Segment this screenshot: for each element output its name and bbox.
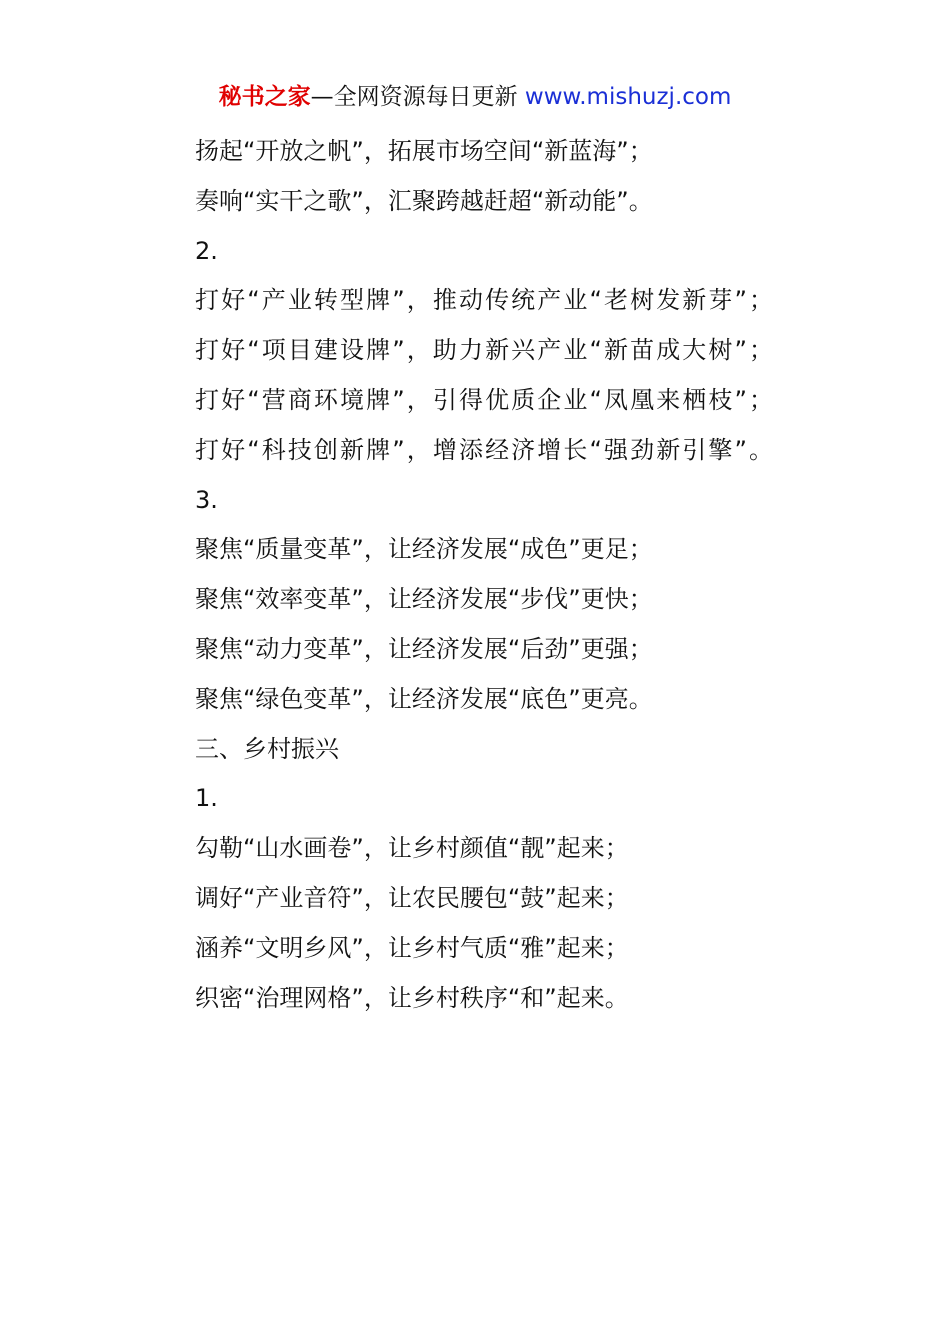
header-tagline: —全网资源每日更新	[310, 84, 518, 110]
text-line: 聚焦“绿色变革”，让经济发展“底色”更亮。	[195, 684, 653, 713]
text-paragraph: 打好“营商环境牌”，引得优质企业“凤凰来栖枝”；	[195, 385, 776, 414]
list-number: 1.	[195, 784, 218, 813]
text-line: 调好“产业音符”，让农民腰包“鼓”起来；	[195, 883, 629, 912]
text-line: 勾勒“山水画卷”，让乡村颜值“靓”起来；	[195, 834, 629, 863]
text-line: 聚焦“效率变革”，让经济发展“步伐”更快；	[195, 585, 653, 614]
text-line: 聚焦“质量变革”，让经济发展“成色”更足；	[195, 535, 653, 564]
site-header	[0, 80, 950, 114]
site-url[interactable]: www.mishuzj.com	[524, 84, 732, 110]
list-number: 2.	[195, 236, 218, 265]
text-paragraph: 打好“产业转型牌”，推动传统产业“老树发新芽”；	[195, 286, 776, 315]
text-line: 涵养“文明乡风”，让乡村气质“雅”起来；	[195, 933, 629, 962]
list-number: 3.	[195, 485, 218, 514]
text-line: 扬起“开放之帆”，拓展市场空间“新蓝海”；	[195, 137, 653, 165]
document-body	[145, 127, 810, 1023]
brand-name: 秘书之家	[218, 84, 311, 110]
text-line: 奏响“实干之歌”，汇聚跨越赶超“新动能”。	[195, 186, 653, 215]
section-heading: 三、乡村振兴	[195, 734, 339, 763]
text-paragraph: 打好“项目建设牌”，助力新兴产业“新苗成大树”；	[195, 336, 776, 365]
text-paragraph: 打好“科技创新牌”，增添经济增长“强劲新引擎”。	[195, 435, 776, 464]
text-line: 织密“治理网格”，让乡村秩序“和”起来。	[195, 983, 629, 1012]
text-line: 聚焦“动力变革”，让经济发展“后劲”更强；	[195, 634, 653, 663]
